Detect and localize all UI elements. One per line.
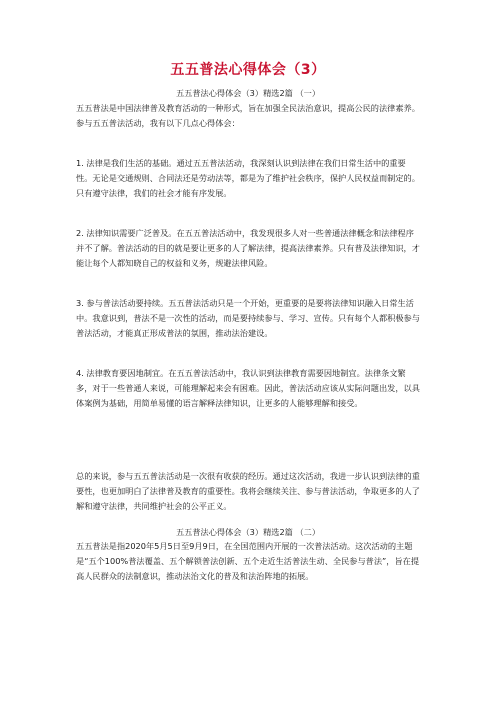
paragraph-conclusion: 总的来说，参与五五普法活动是一次很有收获的经历。通过这次活动，我进一步认识到法律的重要性，也更加明白了法律普及教育的重要性。我将会继续关注、参与普法活动，争取更多的人了解和遵守法律，共同维护社会的公平正义。 xyxy=(76,471,420,512)
section-heading-2: 五五普法心得体会（3）精选2篇 （二） xyxy=(175,527,321,537)
section-heading-1: 五五普法心得体会（3）精选2篇 （一） xyxy=(175,88,321,98)
paragraph-point-2: 2. 法律知识需要广泛普及。在五五普法活动中，我发现很多人对一些普通法律概念和法律程序并不了解。普法活动的目的就是要让更多的人了解法律，提高法律素养。只有普及法律知识，才能让每个人都知晓自己的权益和义务，规避法律风险。 xyxy=(76,228,420,269)
paragraph-section2-intro: 五五普法是指2020年5月5日至9月9日，在全国范围内开展的一次普法活动。这次活动的主题是“五个100%普法覆盖、五个解锁普法创新、五个走近生活普法生动、全民参与普法”，旨在提高人民群众的法制意识，推动法治文化的普及和法治阵地的拓展。 xyxy=(76,541,420,582)
paragraph-point-3: 3. 参与普法活动要持续。五五普法活动只是一个开始，更重要的是要将法律知识融入日常生活中。我意识到，普法不是一次性的活动，而是要持续参与、学习、宣传。只有每个人都积极参与普法活动，才能真正形成普法的氛围，推动法治建设。 xyxy=(76,298,420,339)
paragraph-intro: 五五普法是中国法律普及教育活动的一种形式，旨在加强全民法治意识，提高公民的法律素养。参与五五普法活动，我有以下几点心得体会： xyxy=(76,103,420,129)
document-title: 五五普法心得体会（3） xyxy=(170,62,326,78)
paragraph-point-4: 4. 法律教育要因地制宜。在五五普法活动中，我认识到法律教育需要因地制宜。法律条文繁多，对于一些普通人来说，可能理解起来会有困难。因此，普法活动应该从实际问题出发，以具体案例为基础，用简单易懂的语言解释法律知识，让更多的人能够理解和接受。 xyxy=(76,368,420,409)
paragraph-point-1: 1. 法律是我们生活的基础。通过五五普法活动，我深刻认识到法律在我们日常生活中的重要性。无论是交通规则、合同法还是劳动法等，都是为了维护社会秩序，保护人民权益而制定的。只有遵守法律，我们的社会才能有序发展。 xyxy=(76,158,420,199)
